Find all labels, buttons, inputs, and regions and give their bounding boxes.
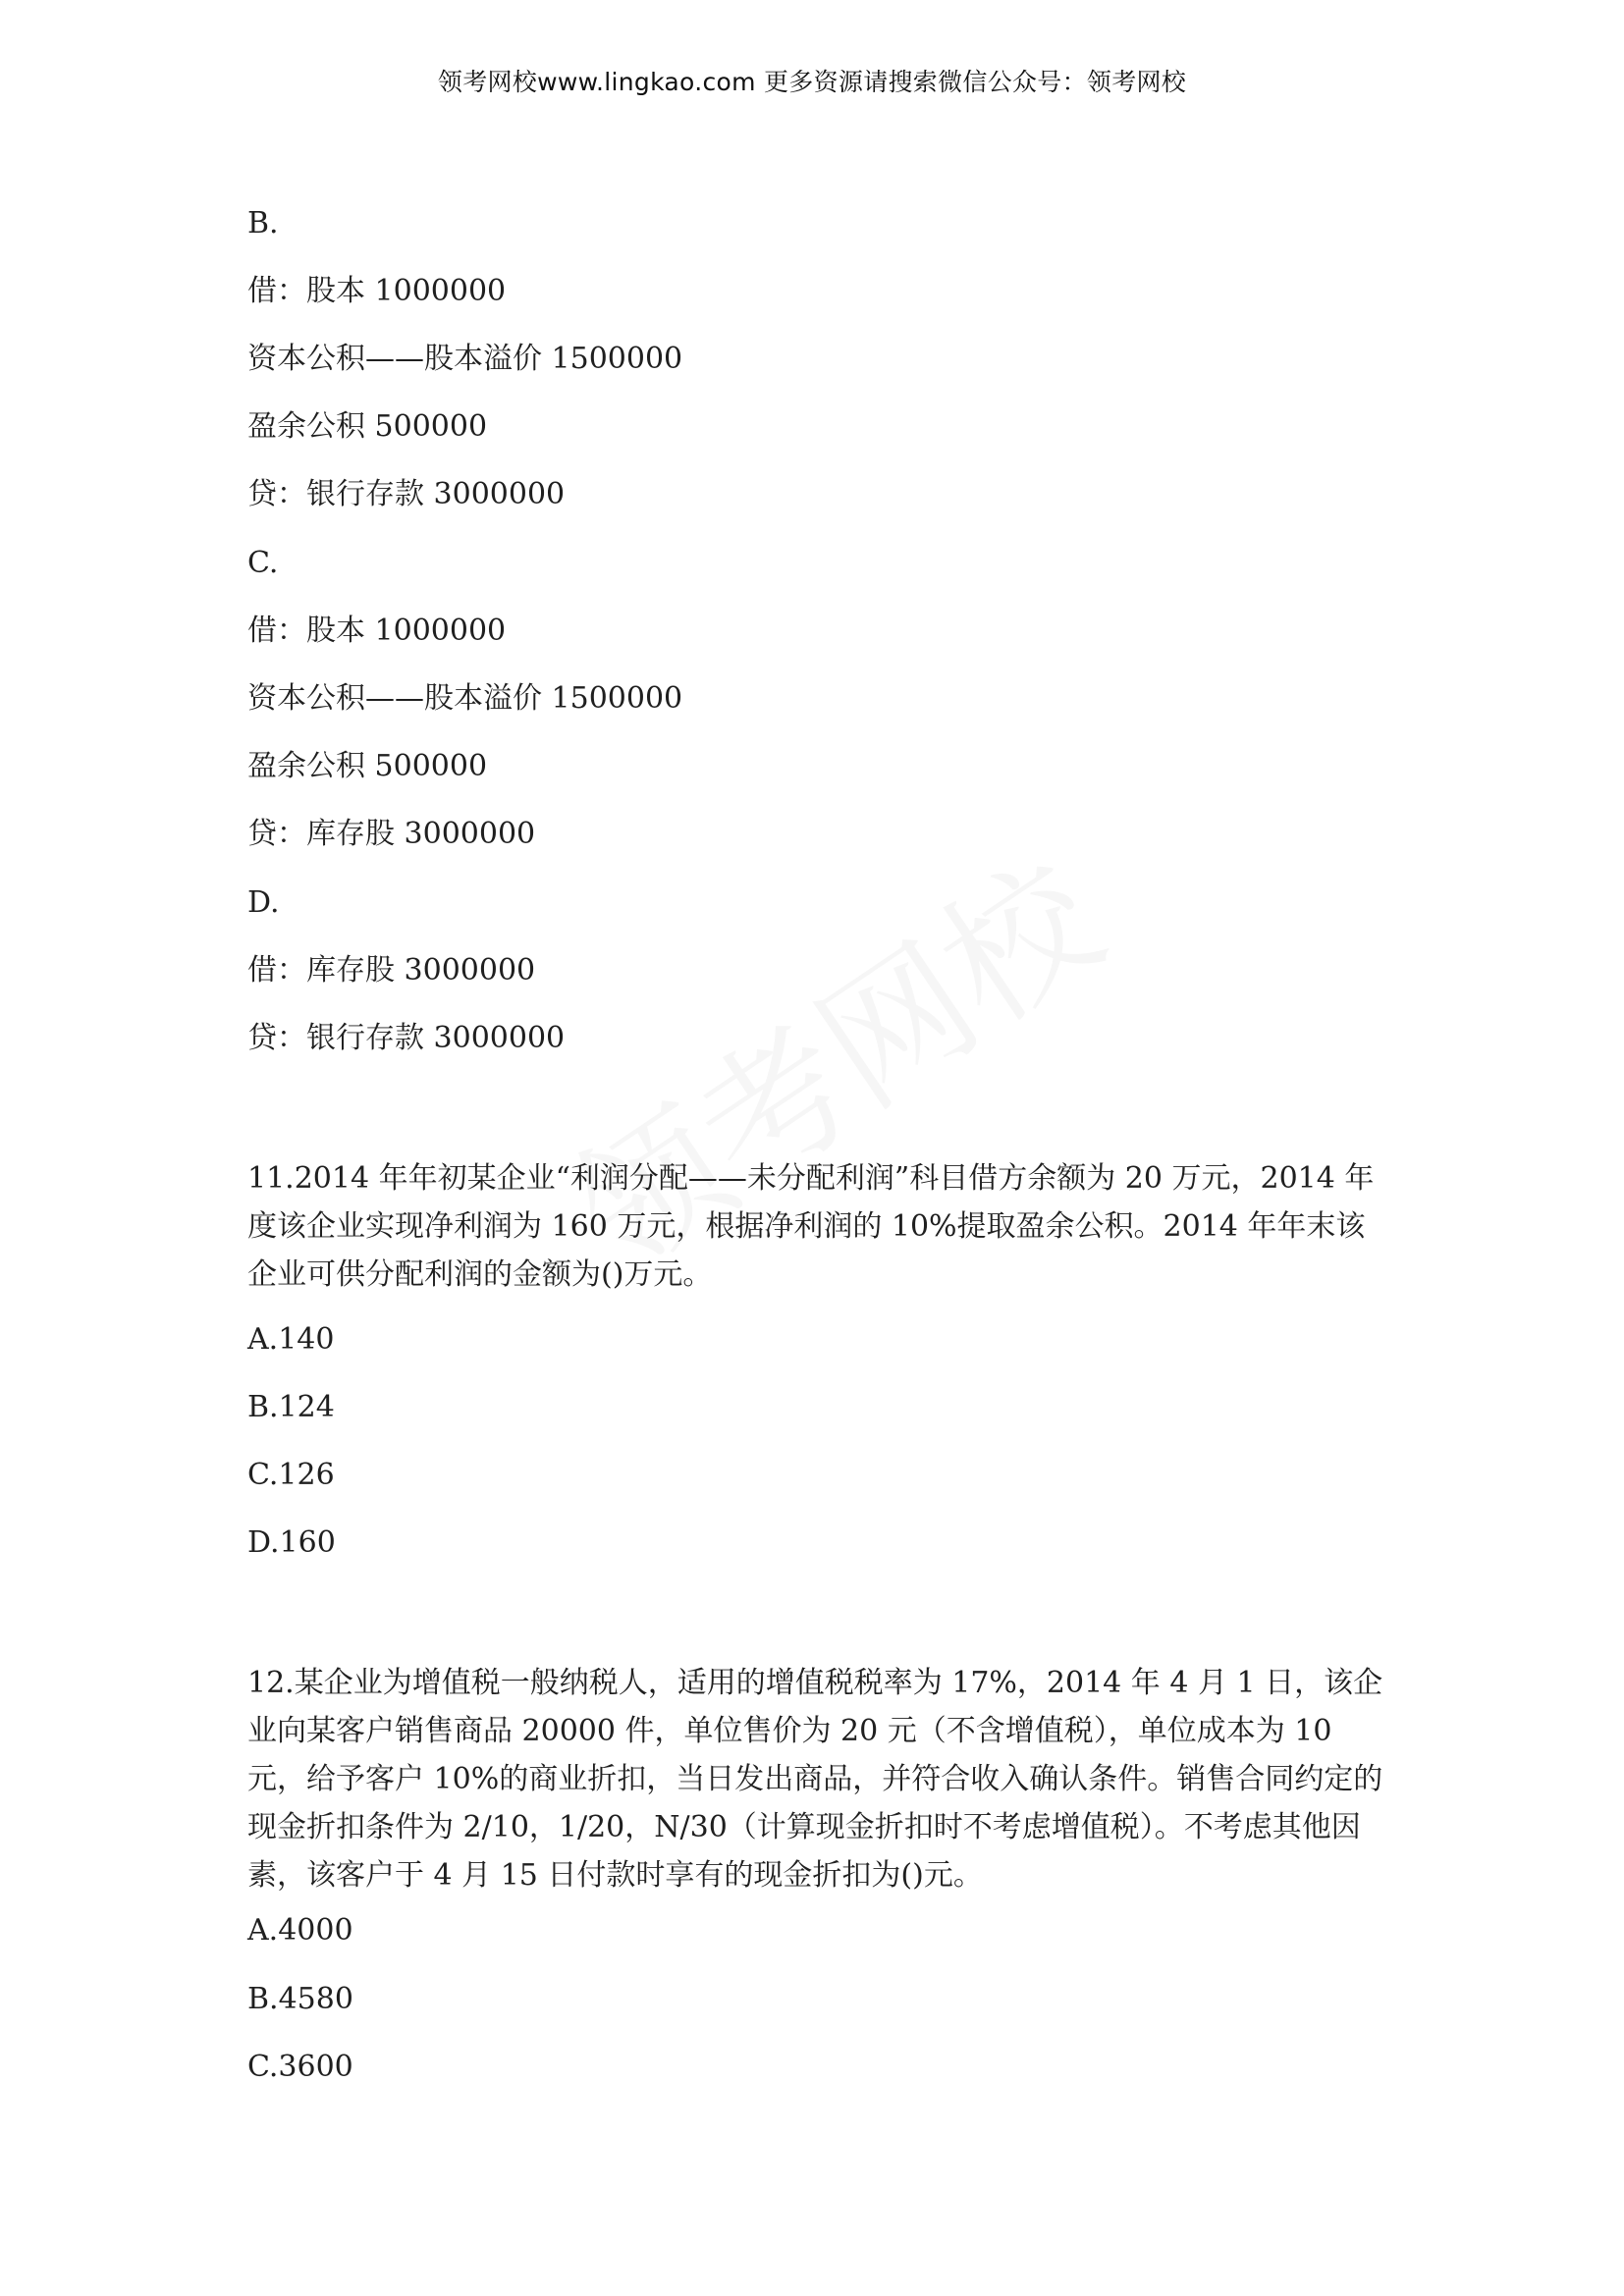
question-11-option-d: D.160: [247, 1525, 336, 1560]
question-11-text: 11.2014 年年初某企业“利润分配——未分配利润”科目借方余额为 20 万元，2014 年度该企业实现净利润为 160 万元，根据净利润的 10%提取盈余公积。2014 年年末该企业可供分配利润的金额为()万元。: [247, 1161, 1375, 1292]
option-d-line-2: 贷：银行存款 3000000: [247, 1021, 566, 1055]
option-d-label: D.: [247, 885, 280, 920]
option-b-line-1: 借：股本 1000000: [247, 274, 507, 308]
option-c-line-2: 资本公积——股本溢价 1500000: [247, 681, 683, 716]
page-header: 领考网校www.lingkao.com 更多资源请搜索微信公众号：领考网校: [437, 68, 1187, 96]
option-c-label: C.: [247, 546, 279, 580]
question-12-option-c: C.3600: [247, 2050, 353, 2084]
option-b-line-3: 盈余公积 500000: [247, 409, 488, 444]
question-12-text: 12.某企业为增值税一般纳税人，适用的增值税税率为 17%，2014 年 4 月 1 日，该企业向某客户销售商品 20000 件，单位售价为 20 元（不含增值税），单位成本为 10 元，给予客户 10%的商业折扣，当日发出商品，并符合收入确认条件。销售合同约定的现金折扣条件为 2/10，1/20，N/30（计算现金折扣时不考虑增值税）。不考虑其他因素，该客户于 4 月 15 日付款时享有的现金折扣为()元。: [247, 1666, 1383, 1893]
question-11-option-a: A.140: [247, 1322, 335, 1357]
option-b-label: B.: [247, 206, 279, 240]
option-d-line-1: 借：库存股 3000000: [247, 953, 536, 988]
option-c-line-4: 贷：库存股 3000000: [247, 817, 536, 851]
question-11-option-b: B.124: [247, 1390, 335, 1424]
question-12-option-a: A.4000: [247, 1913, 353, 1948]
question-12-option-b: B.4580: [247, 1982, 353, 2016]
option-c-line-1: 借：股本 1000000: [247, 614, 507, 648]
option-c-line-3: 盈余公积 500000: [247, 749, 488, 783]
option-b-line-4: 贷：银行存款 3000000: [247, 477, 566, 511]
option-b-line-2: 资本公积——股本溢价 1500000: [247, 342, 683, 376]
question-11-option-c: C.126: [247, 1458, 335, 1492]
